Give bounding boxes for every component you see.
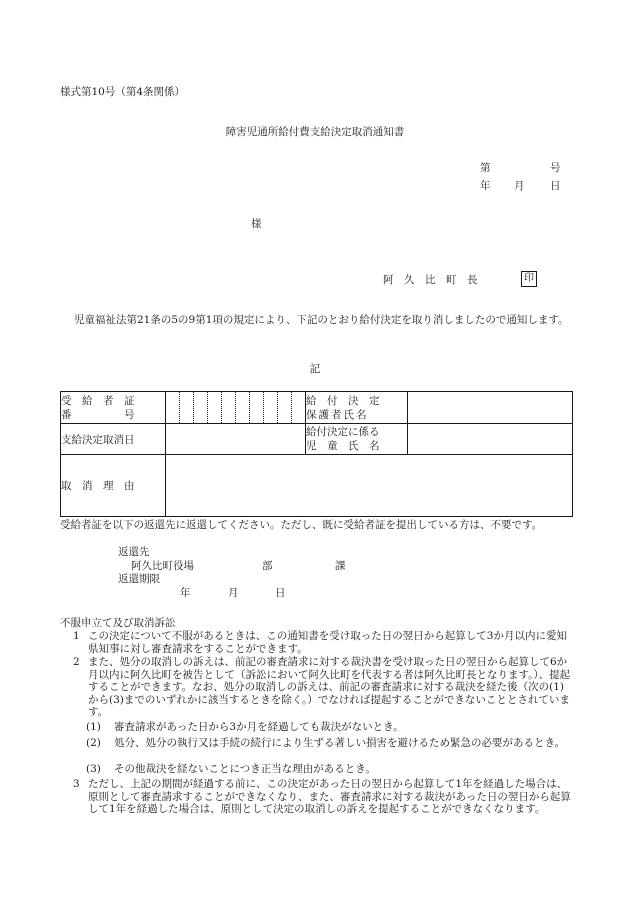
- appeal-item-3-text: ただし、上記の期間が経過する前に、この決定があった日の翌日から起算して1年を経過した場合は、原則として審査請求することができなくなり、また、審査請求に対する裁決があった日の翌日から起算して1年を経過した場合は、原則として決定の取消しの訴えを提起することができなくなります。: [88, 778, 571, 815]
- return-deadline-month: 月: [228, 587, 239, 599]
- cancel-date-label: 支給決定取消日: [61, 424, 166, 455]
- guardian-name-label: 給 付 決 定 保護者氏名: [306, 392, 408, 424]
- sub-item-2-text: 処分、処分の執行又は手続の続行により生ずる著しい損害を避けるため緊急の必要があるとき。: [114, 737, 566, 749]
- sub-item-1-number: (1): [86, 721, 101, 733]
- return-deadline-label: 返還期限: [118, 573, 160, 585]
- sender-name: 阿 久 比 町 長: [383, 274, 478, 286]
- return-note: 受給者証を以下の返還先に返還してください。ただし、既に受給者証を提出している方は、不要です。: [60, 519, 543, 531]
- notice-table: [60, 391, 573, 517]
- date-month: 月: [514, 180, 525, 192]
- return-deadline-year: 年: [180, 587, 191, 599]
- child-name-field[interactable]: [408, 424, 573, 455]
- return-destination-label: 返還先: [118, 546, 150, 558]
- cancel-reason-label: 取 消 理 由: [61, 455, 166, 517]
- doc-number-dai: 第: [480, 162, 491, 174]
- cert-number-field[interactable]: [166, 392, 306, 424]
- return-destination-office: 阿久比町役場: [131, 560, 194, 572]
- guardian-name-field[interactable]: [408, 392, 573, 424]
- addressee-suffix: 様: [251, 218, 262, 230]
- appeal-item-2-number: 2: [73, 656, 80, 668]
- sub-item-1-text: 審査請求があった日から3か月を経過しても裁決がないとき。: [114, 721, 404, 733]
- date-year: 年: [480, 180, 491, 192]
- return-destination-ka: 課: [335, 560, 346, 572]
- appeal-section-title: 不服申立て及び取消訴訟: [60, 617, 176, 629]
- seal-stamp: 印: [521, 271, 537, 287]
- document-title: 障害児通所給付費支給決定取消通知書: [225, 126, 405, 138]
- cert-number-label: 受 給 者 証 番 号: [61, 392, 166, 424]
- return-deadline-day: 日: [275, 587, 286, 599]
- ki-label: 記: [309, 363, 321, 375]
- sub-item-3-number: (3): [86, 763, 101, 775]
- cancel-date-field[interactable]: [166, 424, 306, 455]
- sub-item-2-number: (2): [86, 737, 101, 749]
- sub-item-3-text: その他裁決を経ないことにつき正当な理由があるとき。: [114, 763, 376, 775]
- appeal-item-1-number: 1: [73, 630, 80, 642]
- return-destination-bu: 部: [262, 560, 273, 572]
- child-name-label: 給付決定に係る 児 童 氏 名: [306, 424, 408, 455]
- doc-number-go: 号: [550, 162, 561, 174]
- date-day: 日: [550, 180, 561, 192]
- appeal-item-1-text: この決定について不服があるときは、この通知書を受け取った日の翌日から起算して3か月以内に愛知県知事に対し審査請求をすることができます。: [88, 630, 567, 655]
- appeal-item-2-text: また、処分の取消しの訴えは、前記の審査請求に対する裁決書を受け取った日の翌日から起算して6か月以内に阿久比町を被告として（訴訟において阿久比町を代表する者は阿久比町長となります。）、提起することができます。なお、処分の取消しの訴えは、前記の審査請求に対する裁決を経た後（次の(1)から(3)までのいずれかに該当するときを除く。）でなければ提起することができないこととされています。: [88, 656, 571, 718]
- cancel-reason-field[interactable]: [166, 455, 573, 517]
- form-number: 様式第10号（第4条関係）: [60, 86, 186, 98]
- appeal-item-3-number: 3: [73, 778, 80, 790]
- body-text: 児童福祉法第21条の5の9第1項の規定により、下記のとおり給付決定を取り消しましたので通知します。: [74, 314, 569, 326]
